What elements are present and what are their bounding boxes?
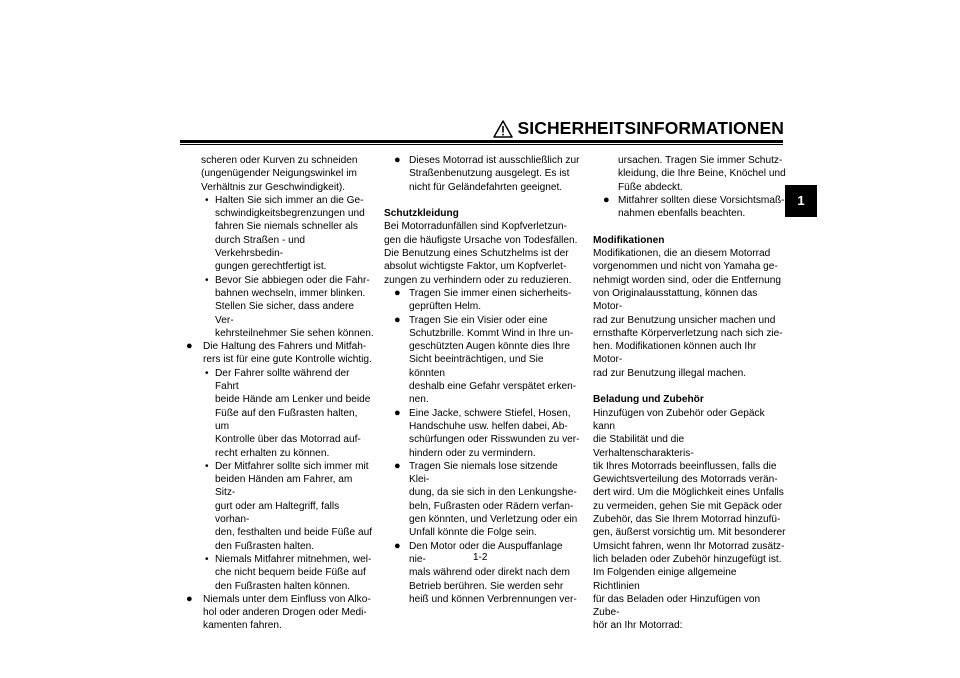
text-line: Gewichtsverteilung des Motorrads verän-	[593, 474, 778, 486]
intro-text	[186, 154, 374, 194]
text-line: scheren oder Kurven zu schneiden	[201, 155, 358, 166]
text-line: mals während oder direkt nach dem	[409, 567, 570, 579]
text-line: Der Fahrer sollte während der Fahrt	[215, 367, 350, 393]
warning-triangle-icon	[493, 120, 513, 138]
text-line: nahmen ebenfalls beachten.	[618, 208, 746, 220]
text-line: durch Straßen - und Verkehrsbedin-	[215, 234, 306, 260]
header-rule-thick	[180, 140, 783, 143]
chapter-tab: 1	[785, 185, 817, 217]
text-line: fahren Sie niemals schneller als	[215, 221, 358, 233]
text-line: den Fußrasten halten können.	[215, 580, 351, 592]
text-line: zungen zu verhindern oder zu reduzieren.	[384, 274, 572, 286]
bullet-item	[384, 540, 580, 606]
text-line: Modifikationen, die an diesem Motorrad	[593, 248, 771, 260]
text-line: vorgenommen und nicht von Yamaha ge-	[593, 261, 778, 273]
dot-bullet-icon: •	[205, 274, 209, 286]
bullet-item	[384, 460, 580, 540]
bullet-item	[384, 287, 580, 314]
text-line: Den Motor oder die Auspuffanlage nie-	[409, 540, 563, 565]
text-line: Handschuhe usw. helfen dabei, Ab-	[409, 420, 568, 432]
text-line: kehrsteilnehmer Sie sehen können.	[215, 327, 374, 339]
circle-bullet-icon: ●	[394, 286, 401, 299]
circle-bullet-icon: ●	[394, 154, 401, 166]
bullet-item	[384, 407, 580, 460]
bullet-item	[384, 154, 580, 194]
paragraph	[384, 220, 580, 286]
text-line: gungen gerechtfertigt ist.	[215, 261, 327, 273]
text-line: absolut wichtigste Faktor, um Kopfverlet-	[384, 261, 567, 273]
section-heading-loading-accessories: Beladung und Zubehör	[593, 394, 704, 406]
text-line: Die Benutzung eines Schutzhelms ist der	[384, 248, 569, 260]
circle-bullet-icon: ●	[394, 313, 401, 326]
text-line: Füße auf den Fußrasten halten, um	[215, 407, 358, 432]
text-line: nicht für Geländefahrten geeignet.	[409, 181, 563, 193]
text-line: beide Hände am Lenker und beide	[215, 394, 371, 406]
bullet-item	[384, 314, 580, 407]
header-rule-thin	[180, 144, 783, 145]
text-line: deshalb eine Gefahr verspätet erken-	[409, 381, 577, 393]
sub-item	[186, 194, 374, 274]
text-line: beiden Händen am Fahrer, am Sitz-	[215, 474, 353, 499]
text-line: ursachen. Tragen Sie immer Schutz-	[618, 155, 783, 166]
text-line: den Fußrasten halten.	[215, 540, 315, 552]
text-line: für das Beladen oder Hinzufügen von Zube-	[593, 593, 761, 619]
text-line: Sicht beeinträchtigen, und Sie könnten	[409, 354, 544, 379]
column-3	[593, 154, 786, 633]
bullet-item	[186, 340, 374, 367]
text-line: geschützten Augen könnte dies Ihre	[409, 341, 570, 353]
text-line: Stellen Sie sicher, dass andere Ver-	[215, 301, 355, 326]
dot-bullet-icon: •	[205, 553, 209, 565]
text-line: Der Mitfahrer sollte sich immer mit	[215, 460, 369, 472]
circle-bullet-icon: ●	[394, 406, 401, 419]
text-line: bahnen wechseln, immer blinken.	[215, 287, 366, 299]
text-line: rers ist für eine gute Kontrolle wichtig.	[203, 354, 372, 366]
text-line: Niemals Mitfahrer mitnehmen, wel-	[215, 553, 372, 565]
text-line: Dieses Motorrad ist ausschließlich zur	[409, 155, 580, 166]
text-line: hol oder anderen Drogen oder Medi-	[203, 607, 367, 619]
text-line: che nicht bequem beide Füße auf	[215, 567, 366, 579]
text-line: Umsicht fahren, wenn Ihr Motorrad zusätz-	[593, 540, 785, 552]
section-heading-modifications: Modifikationen	[593, 234, 665, 246]
text-line: Tragen Sie ein Visier oder eine	[409, 314, 548, 326]
paragraph	[593, 247, 786, 380]
spacer	[384, 194, 580, 207]
text-line: Niemals unter dem Einfluss von Alko-	[203, 593, 371, 605]
text-line: gen die häufigste Ursache von Todesfällen.	[384, 234, 578, 246]
text-line: nen.	[409, 394, 429, 406]
page-title: SICHERHEITSINFORMATIONEN	[517, 118, 784, 138]
sub-item	[186, 367, 374, 460]
text-line: Verhältnis zur Geschwindigkeit).	[201, 181, 346, 193]
bullet-item	[593, 194, 786, 221]
circle-bullet-icon: ●	[394, 459, 401, 472]
circle-bullet-icon: ●	[186, 340, 193, 353]
paragraph	[593, 407, 786, 633]
spacer	[593, 380, 786, 393]
text-line: Tragen Sie immer einen sicherheits-	[409, 287, 572, 299]
text-line: Die Haltung des Fahrers und Mitfah-	[203, 341, 367, 353]
spacer	[593, 220, 786, 233]
text-line: Unfall könnte die Folge sein.	[409, 527, 537, 539]
text-line: Tragen Sie niemals lose sitzende Klei-	[409, 460, 558, 486]
text-line: Bevor Sie abbiegen oder die Fahr-	[215, 274, 370, 286]
sub-item	[186, 274, 374, 340]
text-line: Hinzufügen von Zubehör oder Gepäck kann	[593, 407, 765, 432]
dot-bullet-icon: •	[205, 194, 209, 206]
text-line: Kontrolle über das Motorrad auf-	[215, 434, 361, 446]
section-heading-protective-clothing: Schutzkleidung	[384, 208, 459, 220]
sub-item	[186, 460, 374, 553]
dot-bullet-icon: •	[205, 367, 209, 379]
sub-item	[186, 553, 374, 593]
text-line: geprüften Helm.	[409, 301, 482, 313]
text-line: hen. Modifikationen können auch Ihr Motor-	[593, 341, 757, 366]
text-line: Straßenbenutzung ausgelegt. Es ist	[409, 168, 570, 180]
text-line: Bei Motorradunfällen sind Kopfverletzun-	[384, 221, 567, 233]
text-line: Halten Sie sich immer an die Ge-	[215, 194, 364, 206]
text-line: ernsthafte Körperverletzung nach sich zie-	[593, 327, 783, 339]
text-line: beln, Fußrasten oder Rädern verfan-	[409, 500, 574, 512]
text-line: nehmigt worden sind, oder die Entfernung	[593, 274, 781, 286]
text-line: Betrieb berühren. Sie werden sehr	[409, 580, 564, 592]
circle-bullet-icon: ●	[394, 539, 401, 552]
text-line: schwindigkeitsbegrenzungen und	[215, 208, 365, 220]
text-line: rad zur Benutzung illegal machen.	[593, 367, 747, 379]
bullet-continuation	[593, 154, 786, 194]
text-line: gurt oder am Haltegriff, falls vorhan-	[215, 500, 340, 526]
text-line: dert wird. Um die Möglichkeit eines Unfalls	[593, 487, 784, 499]
text-line: gen, äußerst vorsichtig um. Mit besonderer	[593, 527, 786, 539]
text-line: hindern oder zu vermindern.	[409, 447, 536, 459]
circle-bullet-icon: ●	[186, 592, 193, 605]
text-line: Schutzbrille. Kommt Wind in Ihre un-	[409, 327, 574, 339]
text-line: heiß und können Verbrennungen ver-	[409, 593, 577, 605]
text-line: gen könnten, und Verletzung oder ein	[409, 514, 578, 526]
text-line: lich beladen oder Zubehör hinzugefügt ist.	[593, 553, 782, 565]
text-line: Im Folgenden einige allgemeine Richtlinien	[593, 567, 737, 592]
text-line: kleidung, die Ihre Beine, Knöchel und	[618, 168, 786, 180]
page-number: 1-2	[473, 552, 488, 563]
dot-bullet-icon: •	[205, 460, 209, 472]
text-line: hör an Ihr Motorrad:	[593, 620, 683, 632]
text-line: dung, da sie sich in den Lenkungshe-	[409, 487, 577, 499]
text-line: recht erhalten zu können.	[215, 447, 330, 459]
text-line: zu vermeiden, gehen Sie mit Gepäck oder	[593, 500, 783, 512]
text-line: Mitfahrer sollten diese Vorsichtsmaß-	[618, 194, 785, 206]
text-line: den, festhalten und beide Füße auf	[215, 527, 373, 539]
text-line: Füße abdeckt.	[618, 181, 683, 193]
text-line: von Originalausstattung, können das Motor-	[593, 287, 758, 313]
circle-bullet-icon: ●	[603, 193, 610, 206]
column-1	[186, 154, 374, 633]
text-line: kamenten fahren.	[203, 620, 282, 632]
bullet-item	[186, 593, 374, 633]
text-line: tik Ihres Motorrads beeinflussen, falls die	[593, 460, 777, 472]
column-2	[384, 154, 580, 606]
text-line: (ungenügender Neigungswinkel im	[201, 168, 357, 180]
text-line: Zubehör, das Sie Ihrem Motorrad hinzufü-	[593, 514, 781, 526]
text-line: die Stabilität und die Verhaltenscharakteris-	[593, 434, 694, 459]
text-line: schürfungen oder Risswunden zu ver-	[409, 434, 580, 446]
text-line: rad zur Benutzung unsicher machen und	[593, 314, 776, 326]
text-line: Eine Jacke, schwere Stiefel, Hosen,	[409, 407, 571, 419]
